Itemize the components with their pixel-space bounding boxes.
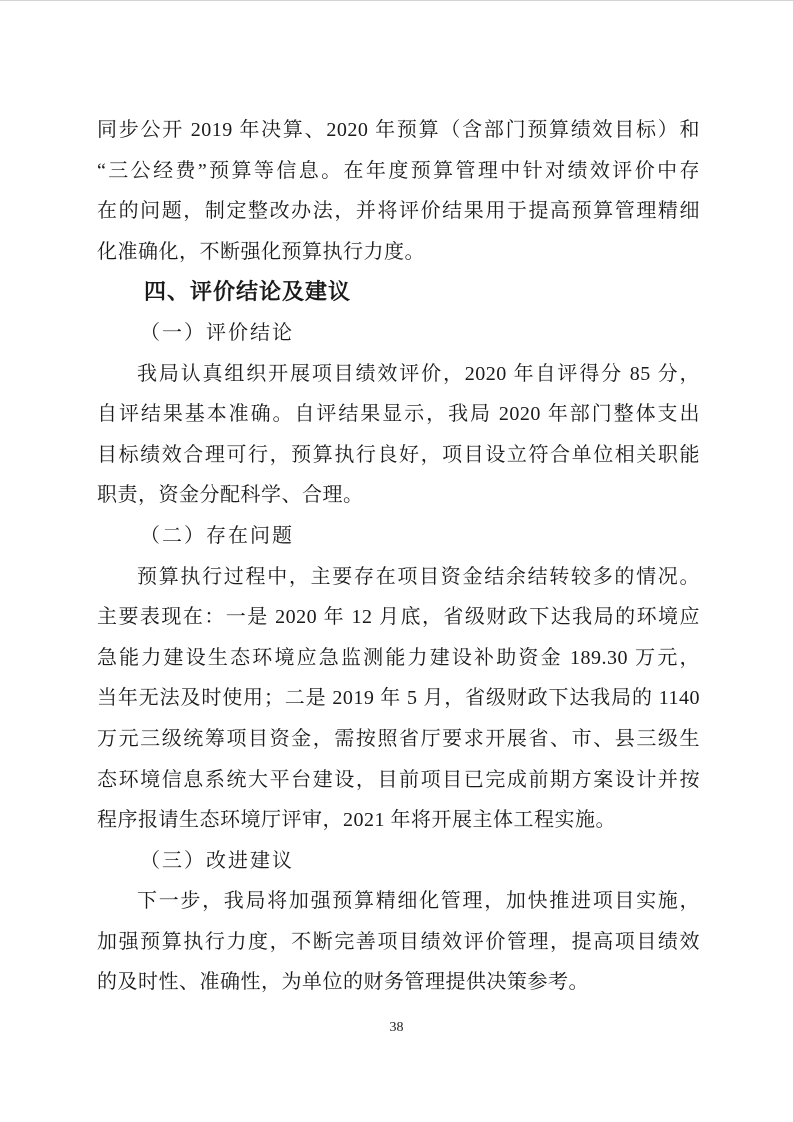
paragraph-line: 我局认真组织开展项目绩效评价，2020 年自评得分 85 分， <box>137 362 700 385</box>
paragraph-line: 加强预算执行力度，不断完善项目绩效评价管理，提高项目绩效 <box>97 930 700 953</box>
section-heading: 四、评价结论及建议 <box>144 279 352 305</box>
paragraph-line: 态环境信息系统大平台建设，目前项目已完成前期方案设计并按 <box>97 768 700 791</box>
paragraph-line: 职责，资金分配科学、合理。 <box>97 484 364 507</box>
paragraph-line: 化准确化，不断强化预算执行力度。 <box>97 240 425 263</box>
paragraph-line: 当年无法及时使用；二是 2019 年 5 月，省级财政下达我局的 1140 <box>97 687 700 710</box>
paragraph-line: “三公经费”预算等信息。在年度预算管理中针对绩效评价中存 <box>97 159 700 182</box>
paragraph-line: 程序报请生态环境厅评审，2021 年将开展主体工程实施。 <box>97 809 616 832</box>
paragraph-line: 预算执行过程中，主要存在项目资金结余结转较多的情况。 <box>137 565 700 588</box>
sub-heading: （一）评价结论 <box>140 321 294 344</box>
paragraph-line: 急能力建设生态环境应急监测能力建设补助资金 189.30 万元， <box>97 646 700 669</box>
page-number: 38 <box>389 1020 404 1035</box>
paragraph-line: 自评结果基本准确。自评结果显示，我局 2020 年部门整体支出 <box>97 403 700 426</box>
paragraph-line: 万元三级统筹项目资金，需按照省厅要求开展省、市、县三级生 <box>97 727 700 750</box>
paragraph-line: 的及时性、准确性，为单位的财务管理提供决策参考。 <box>97 971 589 994</box>
paragraph-line: 同步公开 2019 年决算、2020 年预算（含部门预算绩效目标）和 <box>97 119 700 141</box>
paragraph-line: 下一步，我局将加强预算精细化管理，加快推进项目实施， <box>137 890 700 913</box>
document-content <box>97 110 700 1003</box>
paragraph-line: 目标绩效合理可行，预算执行良好，项目设立符合单位相关职能 <box>97 443 700 466</box>
sub-heading: （二）存在问题 <box>140 524 294 547</box>
paragraph-line: 在的问题，制定整改办法，并将评价结果用于提高预算管理精细 <box>97 200 700 223</box>
paragraph-line: 主要表现在：一是 2020 年 12 月底，省级财政下达我局的环境应 <box>97 606 700 629</box>
sub-heading: （三）改进建议 <box>140 849 294 872</box>
